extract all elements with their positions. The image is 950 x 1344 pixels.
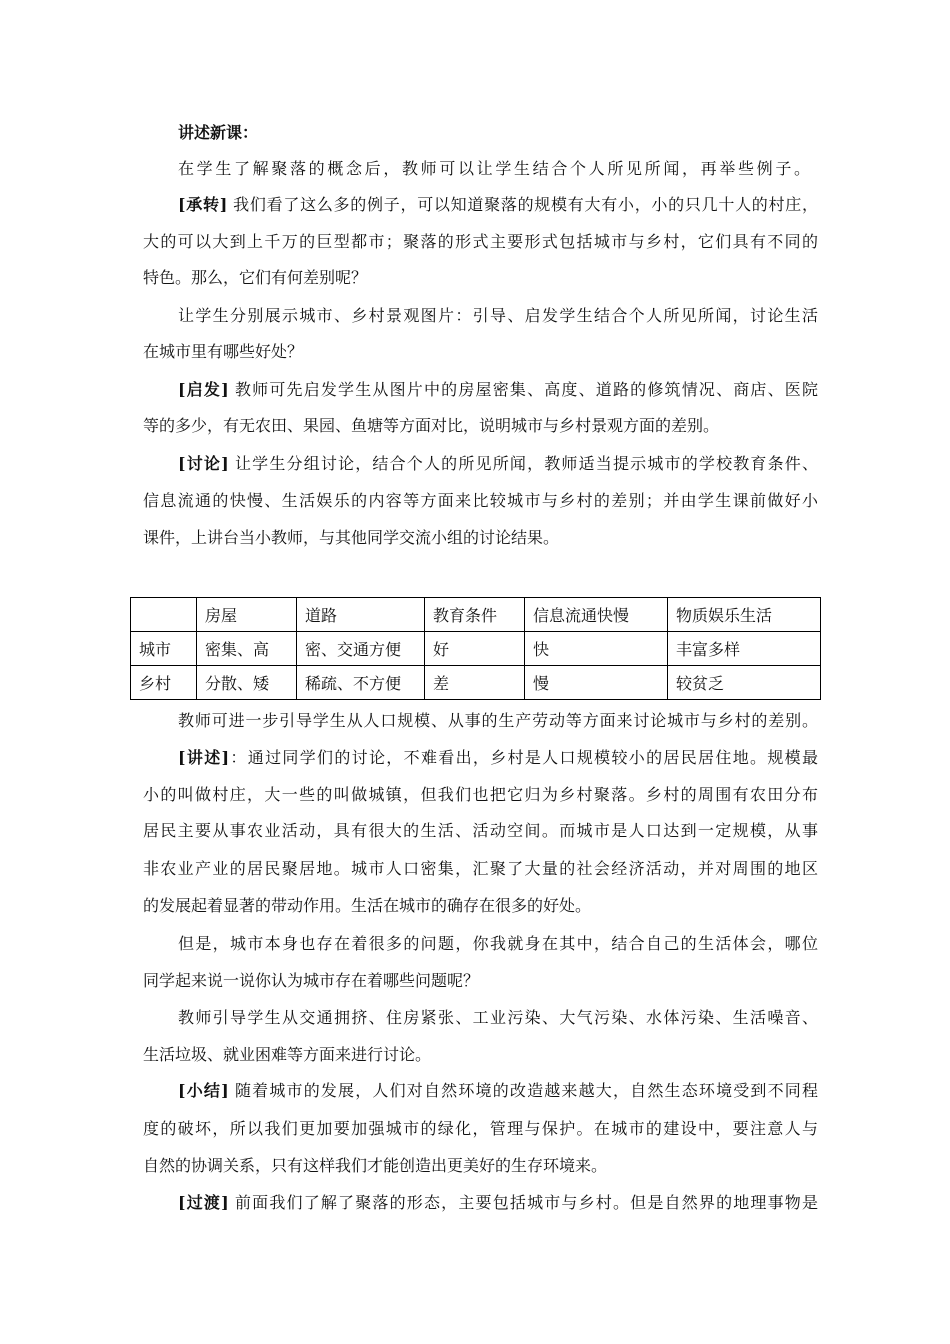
table-cell: 稀疏、不方便 bbox=[297, 666, 425, 700]
tag-discuss: [讨论] bbox=[178, 454, 229, 473]
table-cell: 丰富多样 bbox=[668, 632, 821, 666]
tag-transition: [承转] bbox=[178, 195, 228, 214]
paragraph-narrate-line1: [讲述]：通过同学们的讨论，不难看出，乡村是人口规模较小的居民居住地。规模最 bbox=[178, 748, 818, 767]
paragraph-issues-line2: 生活垃圾、就业困难等方面来进行讨论。 bbox=[143, 1045, 432, 1064]
paragraph-display-line2: 在城市里有哪些好处？ bbox=[143, 342, 304, 361]
table-row bbox=[131, 632, 821, 666]
table-header-cell: 信息流通快慢 bbox=[525, 598, 668, 632]
paragraph-inspire-line1: [启发] 教师可先启发学生从图片中的房屋密集、高度、道路的修筑情况、商店、医院 bbox=[178, 380, 818, 399]
tag-narrate: [讲述] bbox=[178, 748, 230, 767]
paragraph-narrate-line2: 小的叫做村庄，大一些的叫做城镇，但我们也把它归为乡村聚落。乡村的周围有农田分布 bbox=[143, 785, 818, 804]
tag-summary: [小结] bbox=[178, 1081, 229, 1100]
table-cell: 较贫乏 bbox=[668, 666, 821, 700]
tag-inspire: [启发] bbox=[178, 380, 229, 399]
table-header-row bbox=[131, 598, 821, 632]
paragraph-summary-line3: 自然的协调关系，只有这样我们才能创造出更美好的生存环境来。 bbox=[143, 1156, 608, 1175]
table-cell: 分散、矮 bbox=[197, 666, 297, 700]
paragraph-problems-line2: 同学起来说一说你认为城市存在着哪些问题呢？ bbox=[143, 971, 480, 990]
paragraph-transition-line3: 特色。那么，它们有何差别呢？ bbox=[143, 268, 368, 287]
tag-bridge: [过渡] bbox=[178, 1193, 229, 1212]
paragraph-issues-line1: 教师引导学生从交通拥挤、住房紧张、工业污染、大气污染、水体污染、生活噪音、 bbox=[178, 1008, 818, 1027]
table-header-cell: 道路 bbox=[297, 598, 425, 632]
paragraph-summary-line1: [小结] 随着城市的发展，人们对自然环境的改造越来越大，自然生态环境受到不同程 bbox=[178, 1081, 818, 1100]
table-cell: 城市 bbox=[131, 632, 197, 666]
paragraph-discuss-line2: 信息流通的快慢、生活娱乐的内容等方面来比较城市与乡村的差别；并由学生课前做好小 bbox=[143, 491, 818, 510]
paragraph-inspire-line2: 等的多少，有无农田、果园、鱼塘等方面对比，说明城市与乡村景观方面的差别。 bbox=[143, 416, 720, 435]
table-cell: 密、交通方便 bbox=[297, 632, 425, 666]
table-cell: 好 bbox=[425, 632, 525, 666]
paragraph-narrate-line3: 居民主要从事农业活动，具有很大的生活、活动空间。而城市是人口达到一定规模，从事 bbox=[143, 821, 818, 840]
paragraph-discuss-line3: 课件，上讲台当小教师，与其他同学交流小组的讨论结果。 bbox=[143, 528, 560, 547]
comparison-table bbox=[130, 597, 821, 700]
table-cell: 差 bbox=[425, 666, 525, 700]
paragraph-problems-line1: 但是，城市本身也存在着很多的问题，你我就身在其中，结合自己的生活体会，哪位 bbox=[178, 934, 818, 953]
paragraph-transition-line2: 大的可以大到上千万的巨型都市；聚落的形式主要形式包括城市与乡村，它们具有不同的 bbox=[143, 232, 818, 251]
table-cell: 快 bbox=[525, 632, 668, 666]
paragraph-bridge-line1: [过渡] 前面我们了解了聚落的形态，主要包括城市与乡村。但是自然界的地理事物是 bbox=[178, 1193, 818, 1212]
paragraph-transition-line1: [承转] 我们看了这么多的例子，可以知道聚落的规模有大有小，小的只几十人的村庄， bbox=[178, 195, 818, 214]
paragraph-intro: 在学生了解聚落的概念后，教师可以让学生结合个人所见所闻，再举些例子。 bbox=[178, 159, 810, 178]
table-cell: 乡村 bbox=[131, 666, 197, 700]
paragraph-discuss-line1: [讨论] 让学生分组讨论，结合个人的所见所闻，教师适当提示城市的学校教育条件、 bbox=[178, 454, 818, 473]
paragraph-guide: 教师可进一步引导学生从人口规模、从事的生产劳动等方面来讨论城市与乡村的差别。 bbox=[178, 711, 818, 730]
table-header-cell: 物质娱乐生活 bbox=[668, 598, 821, 632]
table-header-cell: 教育条件 bbox=[425, 598, 525, 632]
paragraph-narrate-line5: 的发展起着显著的带动作用。生活在城市的确存在很多的好处。 bbox=[143, 896, 592, 915]
table-row bbox=[131, 666, 821, 700]
table-header-cell bbox=[131, 598, 197, 632]
paragraph-display-line1: 让学生分别展示城市、乡村景观图片：引导、启发学生结合个人所见所闻，讨论生活 bbox=[178, 306, 818, 325]
table-header-cell: 房屋 bbox=[197, 598, 297, 632]
section-heading: 讲述新课： bbox=[178, 123, 259, 142]
table-cell: 密集、高 bbox=[197, 632, 297, 666]
paragraph-summary-line2: 度的破坏，所以我们更加要加强城市的绿化，管理与保护。在城市的建设中，要注意人与 bbox=[143, 1119, 818, 1138]
table-cell: 慢 bbox=[525, 666, 668, 700]
paragraph-narrate-line4: 非农业产业的居民聚居地。城市人口密集，汇聚了大量的社会经济活动，并对周围的地区 bbox=[143, 859, 818, 878]
